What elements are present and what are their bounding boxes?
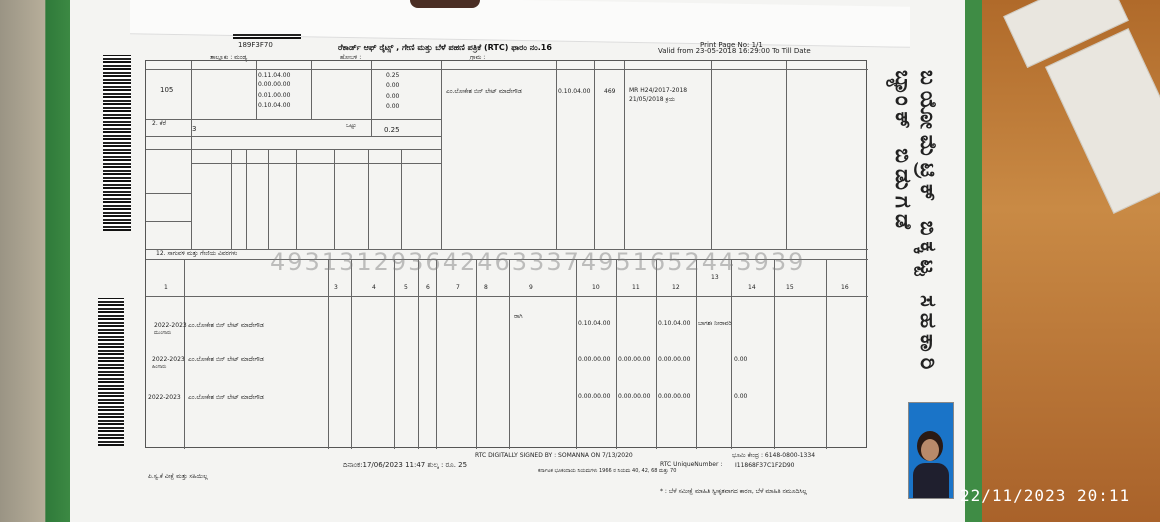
print-page: Print Page No: 1/1 <box>700 41 763 49</box>
khatha-number: 469 <box>604 88 616 95</box>
area-row-3: 0.01.00.00 <box>258 92 291 99</box>
valid-from: Valid from 23-05-2018 16:29:00 To Till Date <box>658 47 811 55</box>
crop-row-2-name: ಎಂ.ಲೋಕೇಶ ಬಿನ್ ಲೇಟ್ ಮಾದೇಗೌಡ <box>188 356 264 363</box>
crop-header-7: 7 <box>456 284 460 291</box>
mutation-date: 21/05/2018 ಕ್ರಯ <box>629 96 675 103</box>
crop-note: * : ಬೆಳೆ ಸಮೀಕ್ಷೆ ಮಾಹಿತಿ ಸ್ವೀಕೃತವಾಗದ ಕಾರಣ, ಬೆಳೆ ಮಾಹಿತಿ ನಮೂದಿಸಿಲ್ಲ <box>660 488 807 495</box>
crop-row-3-year: 2022-2023 <box>148 394 181 401</box>
crop-header-6: 6 <box>426 284 430 291</box>
barcode-bottom <box>98 298 124 446</box>
qr-code-top <box>103 55 131 231</box>
crop-row-2-season: ಹಿಂಗಾರು <box>152 364 167 370</box>
background-left <box>0 0 75 522</box>
crop-row-2-c10: 0.00.00.00 <box>578 356 611 363</box>
crop-header-5: 5 <box>404 284 408 291</box>
crop-header-14: 14 <box>748 284 756 291</box>
tank-value: 3 <box>192 125 197 133</box>
owner-name: ಎಂ.ಲೋಕೇಶ ಬಿನ್ ಲೇಟ್ ಮಾದೇಗೌಡ <box>446 88 522 95</box>
total-label: ಒಟ್ಟು <box>346 122 357 129</box>
owner-extent: 0.10.04.00 <box>558 88 591 95</box>
survey-number: 105 <box>160 86 174 94</box>
crop-header-3: 3 <box>334 284 338 291</box>
crop-row-1-c12: 0.10.04.00 <box>658 320 691 327</box>
crop-header-9: 9 <box>529 284 533 291</box>
crop-header-11: 11 <box>632 284 640 291</box>
hobli-label: ಹೋಬಳಿ : <box>340 54 362 61</box>
crop-row-3-name: ಎಂ.ಲೋಕೇಶ ಬಿನ್ ಲೇಟ್ ಮಾದೇಗೌಡ <box>188 394 264 401</box>
mutation-number: MR H24/2017-2018 <box>629 87 688 94</box>
kharab-4: 0.00 <box>386 103 400 110</box>
crop-header-8: 8 <box>484 284 488 291</box>
serial-number: 189F3F70 <box>238 41 273 49</box>
kharab-3: 0.00 <box>386 93 400 100</box>
passport-photo <box>908 402 954 499</box>
crop-row-1-c13: ಬಾಗಶಃ ನೀರಾವರಿ <box>698 320 732 327</box>
crop-row-1-crop: ರಾಗಿ <box>514 313 523 320</box>
handwritten-side-text: ಬಯೋಮೆಟ್ರಿಕ್ ಬಿಕ್ಕಟ್ಟ ಸಹಕಾರಿ ಬ್ಯಾಂಕ್ ಬಿಡುಗಡೆ <box>890 70 940 376</box>
crop-row-1-c10: 0.10.04.00 <box>578 320 611 327</box>
unique-number: I11868F37C1F2D90 <box>735 462 795 469</box>
taluk-label: ತಾಲ್ಲೂಕು : ಮಂಡ್ಯ <box>210 54 248 61</box>
rule-reference: ಕರ್ನಾಟಕ ಭೂಕಂದಾಯ ನಿಯಮಗಳು 1966 ರ ನಿಯಮ 40, 42, 68 ಮತ್ತು 70 <box>538 468 677 474</box>
crop-section-title: 12. ಸಾಗುವಳಿ ಮತ್ತು ಗೇಣಿಯ ವಿವರಗಳು <box>156 250 238 257</box>
camera-timestamp: 22/11/2023 20:11 <box>960 486 1131 505</box>
crop-header-1: 1 <box>164 284 168 291</box>
crop-header-16: 16 <box>841 284 849 291</box>
date-fee: ದಿನಾಂಕ:17/06/2023 11:47 ಶುಲ್ಕ : ರೂ. 25 <box>343 461 468 469</box>
crop-header-12: 12 <box>672 284 680 291</box>
crop-header-13: 13 <box>711 274 719 281</box>
crop-row-3-c12: 0.00.00.00 <box>658 393 691 400</box>
crop-row-3-c10: 0.00.00.00 <box>578 393 611 400</box>
bhoomi-kendra: ಭೂಮಿ ಕೇಂದ್ರ : 6148-0800-1334 <box>732 452 816 459</box>
crop-header-4: 4 <box>372 284 376 291</box>
unique-number-label: RTC UniqueNumber : <box>660 461 723 468</box>
crop-header-10: 10 <box>592 284 600 291</box>
kharab-1: 0.25 <box>386 72 400 79</box>
crop-header-15: 15 <box>786 284 794 291</box>
crop-row-2-c11: 0.00.00.00 <box>618 356 651 363</box>
crop-row-2-year: 2022-2023 <box>152 356 185 363</box>
digital-signature: RTC DIGITALLY SIGNED BY : SOMANNA ON 7/13/2020 <box>475 452 633 459</box>
area-row-1: 0.11.04.00 <box>258 72 291 79</box>
kharab-2: 0.00 <box>386 82 400 89</box>
background-right <box>965 0 1160 522</box>
total-value: 0.25 <box>384 126 400 134</box>
crop-row-2-c14: 0.00 <box>734 356 748 363</box>
tank-label: 2. ಕೆರೆ <box>152 120 166 127</box>
serial-barcode <box>233 34 301 39</box>
crop-row-1-year: 2022-2023 <box>154 322 187 329</box>
crop-row-1-name: ಎಂ.ಲೋಕೇಶ ಬಿನ್ ಲೇಟ್ ಮಾದೇಗೌಡ <box>188 322 264 329</box>
crop-row-3-c14: 0.00 <box>734 393 748 400</box>
left-note: ಪಿ.ಸ್ವ.ಕೆ ವೀಕ್ಷೆ ಮತ್ತು ಸಹಿಯಿಲ್ಲ <box>148 473 208 480</box>
area-row-4: 0.10.04.00 <box>258 102 291 109</box>
village-label: ಗ್ರಾಮ : <box>470 54 486 61</box>
crop-row-1-season: ಮುಂಗಾರು <box>154 330 172 336</box>
document-title: ರೆಕಾರ್ಡ್ ಆಫ್ ರೈಟ್ಸ್ , ಗೇಣಿ ಮತ್ತು ಬೆಳೆ ಪಹಣಿ ಪತ್ರಿಕೆ (RTC) ಫಾರಂ ನಂ.16 <box>338 43 552 52</box>
crop-row-3-c11: 0.00.00.00 <box>618 393 651 400</box>
crop-row-2-c12: 0.00.00.00 <box>658 356 691 363</box>
area-row-2: 0.00.00.00 <box>258 81 291 88</box>
watermark-number: 4931312936424633374951652443939 <box>270 248 806 276</box>
finger <box>410 0 480 8</box>
